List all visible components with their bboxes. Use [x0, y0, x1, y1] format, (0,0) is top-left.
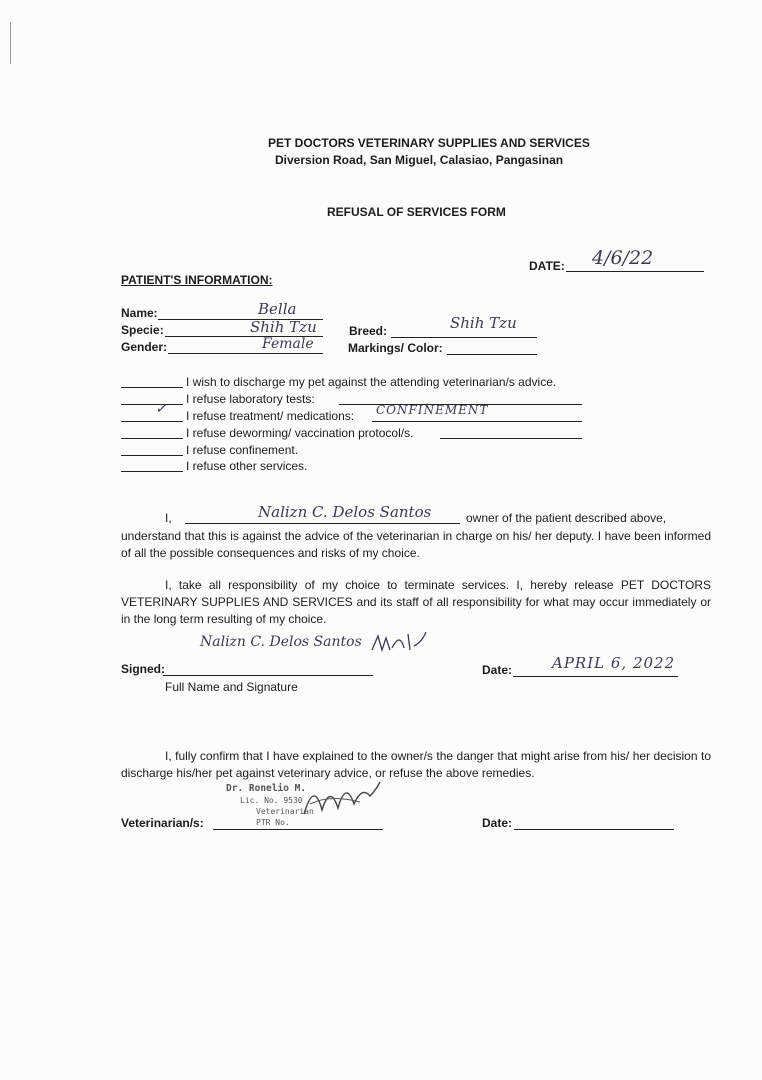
org-name: PET DOCTORS VETERINARY SUPPLIES AND SERVICES — [268, 136, 590, 150]
date-value[interactable]: 4/6/22 — [592, 247, 654, 269]
markings-line — [447, 354, 537, 355]
signed-value[interactable]: Nalizn C. Delos Santos — [200, 634, 362, 650]
option-blank-1[interactable] — [121, 387, 183, 388]
option-text-1: I wish to discharge my pet against the attending veterinarian/s advice. — [186, 375, 557, 389]
breed-label: Breed: — [349, 324, 388, 338]
signature-caption: Full Name and Signature — [165, 680, 298, 694]
signed-label: Signed: — [121, 662, 165, 676]
vet-label: Veterinarian/s: — [121, 816, 204, 830]
name-label: Name: — [121, 306, 158, 320]
gender-value[interactable]: Female — [262, 336, 314, 352]
option-blank-3[interactable] — [121, 421, 183, 422]
breed-value[interactable]: Shih Tzu — [450, 314, 517, 332]
option-text-5: I refuse confinement. — [186, 443, 299, 457]
org-address: Diversion Road, San Miguel, Calasiao, Pangasinan — [275, 153, 564, 167]
signature-date-line — [513, 676, 678, 677]
option-blank-4[interactable] — [121, 438, 183, 439]
form-title: REFUSAL OF SERVICES FORM — [327, 205, 506, 219]
gender-label: Gender: — [121, 340, 168, 354]
option-text-6: I refuse other services. — [186, 459, 308, 473]
vet-signature-line — [213, 829, 383, 830]
option-blank-5[interactable] — [121, 455, 183, 456]
patient-section-label: PATIENT'S INFORMATION: — [121, 273, 273, 287]
release-statement: I, take all responsibility of my choice to terminate services. I, hereby release PET DOCTORS VETERINARY SUPPLIES AND SERVICES and its staff of all responsibility for what may occur immediately or in the long term resulting of my choice. — [121, 578, 711, 626]
owner-prefix: I, — [165, 511, 172, 525]
option-check-3[interactable]: ✓ — [155, 401, 167, 417]
stamp-title: Veterinarian — [256, 807, 314, 816]
option-blank-2[interactable] — [121, 404, 183, 405]
date-line — [566, 271, 704, 272]
specie-label: Specie: — [121, 323, 164, 337]
signature-date-value[interactable]: APRIL 6, 2022 — [552, 654, 676, 672]
owner-name-value[interactable]: Nalizn C. Delos Santos — [258, 503, 432, 521]
date-label: DATE: — [529, 259, 565, 273]
name-value[interactable]: Bella — [258, 300, 297, 318]
vet-date-line — [514, 829, 674, 830]
option-blank-6[interactable] — [121, 471, 183, 472]
owner-name-line — [185, 523, 460, 524]
signed-line — [163, 675, 373, 676]
margin-mark — [10, 22, 11, 64]
vet-statement: I, fully confirm that I have explained to the owner/s the danger that might arise from his/ her decision to discharge his/her pet against veterinary advice, or refuse the above remedies. — [121, 749, 711, 780]
owner-statement-lead: owner of the patient described above, — [466, 511, 667, 525]
stamp-name: Dr. Ronelio M. — [226, 783, 307, 794]
signature-scribble — [370, 628, 430, 658]
option-detail-3[interactable]: CONFINEMENT — [376, 403, 489, 417]
owner-statement-text: understand that this is against the advice of the veterinarian in charge on his/ her deputy. I have been informed of all the possible consequences and risks of my choice. — [121, 529, 711, 560]
stamp-license: Lic. No. 9530 — [240, 796, 303, 805]
option-text-2: I refuse laboratory tests: — [186, 392, 315, 406]
option-detail-line-4[interactable] — [440, 438, 582, 439]
stamp-ptr: PTR No. — [256, 818, 290, 827]
breed-line — [391, 337, 537, 338]
markings-label: Markings/ Color: — [348, 341, 443, 355]
option-detail-line-3[interactable] — [372, 421, 582, 422]
vet-signature-scribble — [300, 774, 385, 824]
signature-date-label: Date: — [482, 663, 513, 677]
specie-value[interactable]: Shih Tzu — [250, 318, 317, 336]
gender-line — [168, 353, 323, 354]
vet-date-label: Date: — [482, 816, 513, 830]
option-text-3: I refuse treatment/ medications: — [186, 409, 355, 423]
option-text-4: I refuse deworming/ vaccination protocol/s. — [186, 426, 414, 440]
